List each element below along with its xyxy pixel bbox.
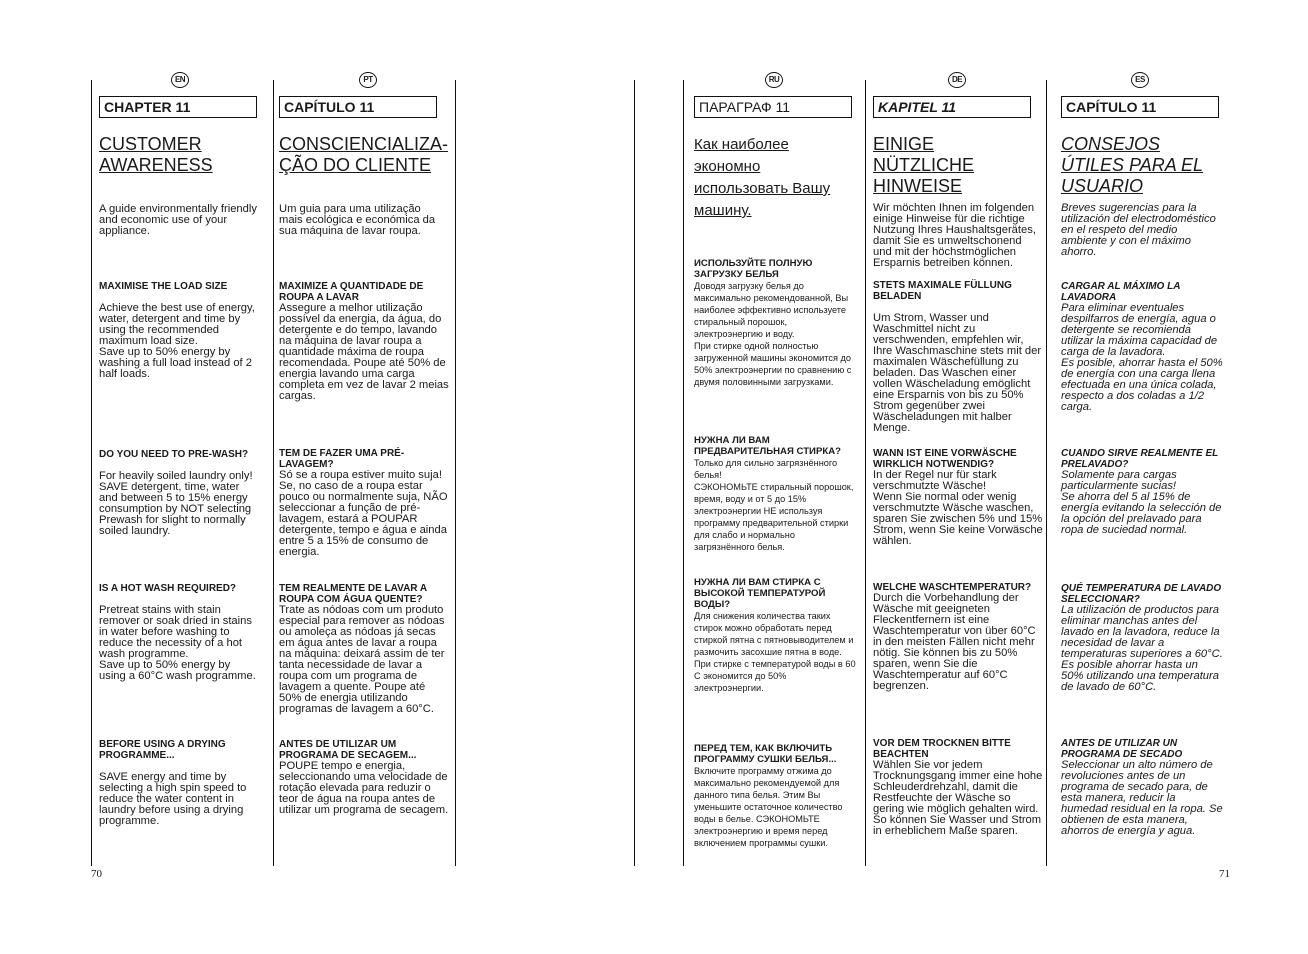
tip-section bbox=[1061, 448, 1223, 536]
tip-section bbox=[279, 281, 449, 402]
tip-heading: TEM DE FAZER UMA PRÉ-LAVAGEM? bbox=[279, 448, 405, 470]
tip-body: Для снижения количества таких стирок можно обработать перед стиркой пятна с пятновыводителем и размочить засохшие пятна в воде. При стирке с температурой воды в 60 С экономится до 50% электроэнергии. bbox=[694, 611, 856, 693]
tip-heading: ИСПОЛЬЗУЙТЕ ПОЛНУЮ ЗАГРУЗКУ БЕЛЬЯ bbox=[694, 258, 813, 280]
tip-heading: НУЖНА ЛИ ВАМ ПРЕДВАРИТЕЛЬНАЯ СТИРКА? bbox=[694, 435, 841, 457]
tip-heading: DO YOU NEED TO PRE-WASH? bbox=[99, 449, 249, 460]
tip-heading: BEFORE USING A DRYING PROGRAMME... bbox=[99, 739, 226, 761]
language-badge-en: EN bbox=[171, 72, 189, 88]
tip-heading: IS A HOT WASH REQUIRED? bbox=[99, 583, 237, 594]
tip-section bbox=[99, 583, 259, 682]
tip-heading: STETS MAXIMALE FÜLLUNG BELADEN bbox=[873, 280, 1012, 302]
intro-text: A guide environmentally friendly and economic use of your appliance. bbox=[99, 203, 257, 237]
tip-section bbox=[694, 435, 856, 553]
chapter-box: ПАРАГРАФ 11 bbox=[694, 96, 852, 118]
tip-section bbox=[694, 577, 856, 694]
section-title: CONSEJOS ÚTILES PARA EL USUARIO bbox=[1061, 134, 1204, 196]
tip-section bbox=[279, 448, 449, 558]
tip-section bbox=[99, 739, 259, 827]
tip-section bbox=[1061, 281, 1223, 413]
tip-section bbox=[99, 449, 259, 537]
tip-body: POUPE tempo e energia, seleccionando uma velocidade de rotação elevada para reduzir o teor de água na roupa antes de utilizar um programa de secagem. bbox=[279, 760, 449, 816]
tip-section bbox=[694, 258, 856, 388]
tip-body: Trate as nódoas com um produto especial para remover as nódoas ou amoleça as nódoas já secas em água antes de lavar a roupa na máquina: deixará assim de ter tanta necessidade de lavar a roupa com um programa de lavagem a quente. Poupe até 50% de energia utilizando programas de lavagem a 60°C. bbox=[279, 604, 445, 715]
tip-section bbox=[279, 739, 449, 816]
tip-body: Только для сильно загрязнённого белья! СЭКОНОМЬТЕ стиральный порошок, время, воду и от 5 до 15% электроэнергии НЕ используя программу предварительной стирки для слабо и нормально загрязнённого белья. bbox=[694, 458, 854, 552]
tip-body: Pretreat stains with stain remover or soak dried in stains in water before washing to reduce the necessity of a hot wash programme. Save up to 50% energy by using a 60°C wash programme. bbox=[99, 604, 256, 682]
column-divider bbox=[1046, 80, 1047, 866]
column-ru bbox=[694, 96, 856, 848]
tip-body: Включите программу отжима до максимально рекомендуемой для данного типа белья. Этим Вы уменьшите остаточное количество воды в белье. СЭКОНОМЬТЕ электроэнергию и время перед включением программы сушки. bbox=[694, 766, 843, 848]
section-title: Как наиболее экономно использовать Вашу машину. bbox=[694, 136, 831, 219]
chapter-box: CAPÍTULO 11 bbox=[1061, 96, 1219, 118]
intro-text: Um guia para uma utilização mais ecológica e económica da sua máquina de lavar roupa. bbox=[279, 203, 436, 237]
tip-section bbox=[873, 280, 1043, 434]
tip-heading: VOR DEM TROCKNEN BITTE BEACHTEN bbox=[873, 738, 1011, 760]
tip-section bbox=[873, 582, 1043, 692]
tip-body: Achieve the best use of energy, water, detergent and time by using the recommended maximum load size. Save up to 50% energy by washing a full load instead of 2 half loads. bbox=[99, 302, 255, 380]
tip-body: In der Regel nur für stark verschmutzte Wäsche! Wenn Sie normal oder wenig verschmutzte Wäsche waschen, sparen Sie zwischen 5% und 15% Strom, wenn Sie keine Vorwäsche wählen. bbox=[873, 469, 1043, 547]
tip-body: SAVE energy and time by selecting a high spin speed to reduce the water content in laundry before using a drying programme. bbox=[99, 771, 247, 827]
page-number-left: 70 bbox=[91, 868, 102, 880]
tip-body: Wählen Sie vor jedem Trocknungsgang immer eine hohe Schleuderdrehzahl, damit die Restfeuchte der Wäsche so gering wie möglich gehalten wird. So können Sie Wasser und Strom in erheblichem Maße sparen. bbox=[873, 759, 1043, 837]
chapter-box: CAPÍTULO 11 bbox=[279, 96, 437, 118]
column-divider bbox=[683, 80, 684, 866]
tip-section bbox=[694, 743, 856, 849]
tip-section bbox=[279, 583, 449, 715]
language-badge-pt: PT bbox=[359, 72, 377, 88]
page-number-right: 71 bbox=[1219, 868, 1230, 880]
tip-section bbox=[99, 281, 259, 380]
tip-heading: НУЖНА ЛИ ВАМ СТИРКА С ВЫСОКОЙ ТЕМПЕРАТУРОЙ ВОДЫ? bbox=[694, 577, 826, 610]
chapter-box: KAPITEL 11 bbox=[873, 96, 1031, 118]
column-pt bbox=[279, 96, 449, 816]
tip-body: Só se a roupa estiver muito suja! Se, no caso de a roupa estar pouco ou normalmente suja, NÃO seleccionar a função de pré-lavagem, estará a POUPAR detergente, tempo e água e ainda entre 5 a 15% de consumo de energia. bbox=[279, 469, 448, 558]
tip-body: Um Strom, Wasser und Waschmittel nicht zu verschwenden, empfehlen wir, Ihre Waschmaschine stets mit der maximalen Wäschefüllung zu beladen. Das Waschen einer vollen Wäscheladung emöglicht eine Ersparnis von bis zu 50% Strom gegenüber zwei Wäscheladungen mit halber Menge. bbox=[873, 312, 1042, 434]
tip-section bbox=[873, 738, 1043, 837]
tip-heading: ANTES DE UTILIZAR UM PROGRAMA DE SECAGEM... bbox=[279, 739, 417, 761]
tip-heading: WANN IST EINE VORWÄSCHE WIRKLICH NOTWENDIG? bbox=[873, 448, 1017, 470]
tip-body: For heavily soiled laundry only! SAVE detergent, time, water and between 5 to 15% energy consumption by NOT selecting Prewash for slight to normally soiled laundry. bbox=[99, 470, 253, 537]
tip-section bbox=[1061, 583, 1223, 693]
tip-heading: CARGAR AL MÁXIMO LA LAVADORA bbox=[1061, 281, 1181, 303]
tip-heading: MAXIMISE THE LOAD SIZE bbox=[99, 281, 228, 292]
column-divider bbox=[273, 80, 274, 866]
intro-text: Wir möchten Ihnen im folgenden einige Hinweise für die richtige Nutzung Ihres Haushaltsgerätes, damit Sie es umweltschonend und mit der höchstmöglichen Ersparnis betreiben können. bbox=[873, 202, 1036, 269]
tip-body: Assegure a melhor utilização possível da energia, da água, do detergente e do tempo, lavando na máquina de lavar roupa a quantidade máxima de roupa recomendada. Poupe até 50% de energia lavando uma carga completa em vez de lavar 2 meias cargas. bbox=[279, 302, 449, 402]
section-title: EINIGE NÜTZLICHE HINWEISE bbox=[873, 134, 975, 196]
tip-body: Durch die Vorbehandlung der Wäsche mit geeigneten Fleckentfernern ist eine Waschtemperatur von über 60°C in den meisten Fällen nicht mehr nötig. Sie können bis zu 50% sparen, wenn Sie die Waschtemperatur auf 60°C begrenzen. bbox=[873, 592, 1036, 692]
language-badge-de: DE bbox=[948, 72, 966, 88]
tip-body: Solamente para cargas particularmente sucias! Se ahorra del 5 al 15% de energía evitando la selección de la opción del prelavado para ropa de suciedad normal. bbox=[1061, 469, 1222, 536]
column-divider bbox=[91, 80, 92, 866]
intro-text: Breves sugerencias para la utilización del electrodoméstico en el respeto del medio ambiente y con el máximo ahorro. bbox=[1061, 202, 1216, 258]
tip-heading: WELCHE WASCHTEMPERATUR? bbox=[873, 582, 1032, 593]
tip-body: Seleccionar un alto número de revoluciones antes de un programa de secado para, de esta manera, reducir la humedad residual en la ropa. Se obtienen de esta manera, ahorros de energía y agua. bbox=[1061, 759, 1223, 837]
column-es bbox=[1061, 96, 1223, 837]
tip-body: Para eliminar eventuales despilfarros de energía, agua o detergente se recomienda utilizar la máxima capacidad de carga de la lavadora. Es posible, ahorrar hasta el 50% de energía con una carga llena efectuada en una única colada, respecto a dos coladas a 1/2 carga. bbox=[1061, 302, 1223, 413]
tip-heading: ПЕРЕД ТЕМ, КАК ВКЛЮЧИТЬ ПРОГРАММУ СУШКИ БЕЛЬЯ... bbox=[694, 743, 837, 765]
tip-heading: ANTES DE UTILIZAR UN PROGRAMA DE SECADO bbox=[1061, 738, 1183, 760]
column-divider bbox=[455, 80, 456, 866]
tip-section bbox=[873, 448, 1043, 547]
page-gutter-divider bbox=[634, 80, 635, 866]
tip-body: La utilización de productos para eliminar manchas antes del lavado en la lavadora, reduce la necesidad de lavar a temperaturas superiores a 60°C. Es posible ahorrar hasta un 50% utilizando una temperatura de lavado de 60°C. bbox=[1061, 604, 1223, 693]
tip-heading: MAXIMIZE A QUANTIDADE DE ROUPA A LAVAR bbox=[279, 281, 424, 303]
column-divider bbox=[865, 80, 866, 866]
tip-heading: QUÉ TEMPERATURA DE LAVADO SELECCIONAR? bbox=[1061, 583, 1222, 605]
language-badge-es: ES bbox=[1131, 72, 1149, 88]
tip-body: Доводя загрузку белья до максимально рекомендованной, Вы наиболее эффективно используете стиральный порошок, электроэнергию и воду. При стирке одной полностью загруженной машины экономится до 50% электроэнергии по сравнению с двумя половинными загрузками. bbox=[694, 281, 852, 387]
column-en bbox=[99, 96, 259, 827]
chapter-box: CHAPTER 11 bbox=[99, 96, 257, 118]
tip-heading: CUANDO SIRVE REALMENTE EL PRELAVADO? bbox=[1061, 448, 1219, 470]
section-title: CUSTOMER AWARENESS bbox=[99, 134, 213, 175]
section-title: CONSCIENCIALIZA-ÇÃO DO CLIENTE bbox=[279, 134, 449, 175]
tip-heading: TEM REALMENTE DE LAVAR A ROUPA COM ÁGUA QUENTE? bbox=[279, 583, 427, 605]
tip-section bbox=[1061, 738, 1223, 837]
language-badge-ru: RU bbox=[765, 72, 783, 88]
column-de bbox=[873, 96, 1043, 837]
